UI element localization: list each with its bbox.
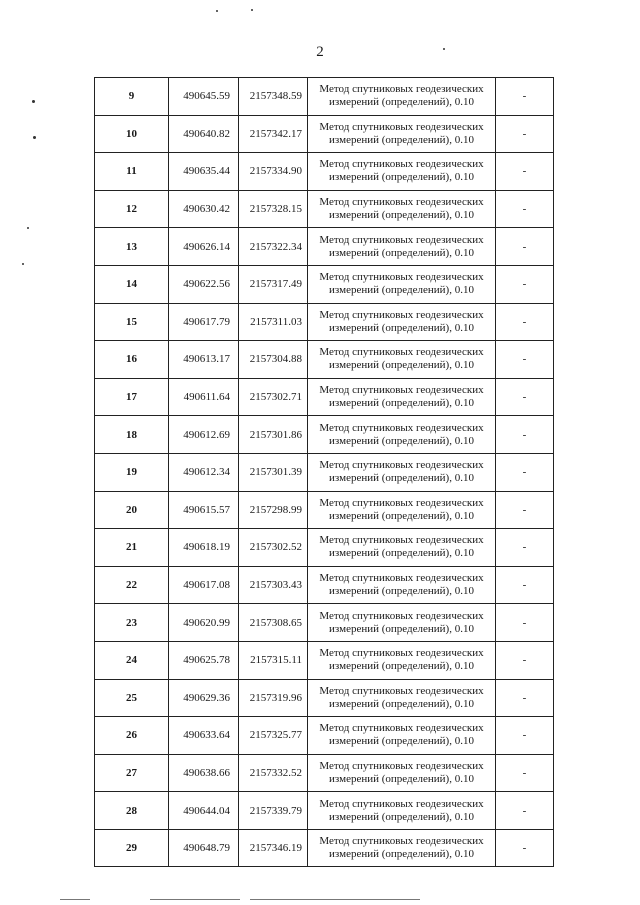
table-row (95, 641, 554, 679)
table-row (95, 228, 554, 266)
x-coordinate-cell: 490635.44 (169, 153, 239, 191)
x-coordinate-cell: 490645.59 (169, 78, 239, 116)
method-cell (308, 754, 496, 792)
y-coordinate-cell: 2157303.43 (239, 566, 308, 604)
method-text-line-2: измерений (определений), 0.10 (329, 509, 474, 522)
description-cell: - (496, 717, 554, 755)
point-number-cell: 10 (95, 115, 169, 153)
y-coordinate-cell: 2157304.88 (239, 341, 308, 379)
method-text-line-1: Метод спутниковых геодезических (319, 271, 484, 284)
point-number-cell: 29 (95, 829, 169, 867)
point-number-cell: 24 (95, 641, 169, 679)
table-row (95, 341, 554, 379)
coordinates-table-body (95, 78, 554, 867)
method-cell (308, 641, 496, 679)
x-coordinate-cell: 490640.82 (169, 115, 239, 153)
method-text-line-2: измерений (определений), 0.10 (329, 209, 474, 222)
x-coordinate-cell: 490611.64 (169, 378, 239, 416)
method-text-line-2: измерений (определений), 0.10 (329, 547, 474, 560)
method-text-line-2: измерений (определений), 0.10 (329, 397, 474, 410)
point-number-cell: 16 (95, 341, 169, 379)
description-cell: - (496, 115, 554, 153)
method-text-line-1: Метод спутниковых геодезических (319, 158, 484, 171)
scan-speck (251, 9, 253, 11)
y-coordinate-cell: 2157302.52 (239, 529, 308, 567)
method-text-line-2: измерений (определений), 0.10 (329, 246, 474, 259)
method-text-line-1: Метод спутниковых геодезических (319, 534, 484, 547)
method-text-line-2: измерений (определений), 0.10 (329, 434, 474, 447)
method-text-line-2: измерений (определений), 0.10 (329, 848, 474, 861)
table-row (95, 153, 554, 191)
scan-speck (216, 10, 218, 12)
y-coordinate-cell: 2157334.90 (239, 153, 308, 191)
description-cell: - (496, 754, 554, 792)
x-coordinate-cell: 490644.04 (169, 792, 239, 830)
table-row (95, 265, 554, 303)
y-coordinate-cell: 2157311.03 (239, 303, 308, 341)
x-coordinate-cell: 490633.64 (169, 717, 239, 755)
method-cell (308, 190, 496, 228)
description-cell: - (496, 453, 554, 491)
scan-speck (22, 263, 24, 265)
scan-speck (33, 136, 36, 139)
method-cell (308, 829, 496, 867)
method-cell (308, 228, 496, 266)
point-number-cell: 18 (95, 416, 169, 454)
method-text-line-1: Метод спутниковых геодезических (319, 233, 484, 246)
x-coordinate-cell: 490612.34 (169, 453, 239, 491)
point-number-cell: 26 (95, 717, 169, 755)
table-row (95, 679, 554, 717)
page-number: 2 (316, 44, 324, 60)
y-coordinate-cell: 2157328.15 (239, 190, 308, 228)
description-cell: - (496, 78, 554, 116)
point-number-cell: 13 (95, 228, 169, 266)
point-number-cell: 17 (95, 378, 169, 416)
method-text-line-1: Метод спутниковых геодезических (319, 496, 484, 509)
x-coordinate-cell: 490638.66 (169, 754, 239, 792)
description-cell: - (496, 566, 554, 604)
method-text-line-1: Метод спутниковых геодезических (319, 308, 484, 321)
description-cell: - (496, 265, 554, 303)
method-cell (308, 566, 496, 604)
point-number-cell: 11 (95, 153, 169, 191)
method-cell (308, 78, 496, 116)
point-number-cell: 15 (95, 303, 169, 341)
description-cell: - (496, 228, 554, 266)
method-cell (308, 153, 496, 191)
method-text-line-2: измерений (определений), 0.10 (329, 359, 474, 372)
y-coordinate-cell: 2157346.19 (239, 829, 308, 867)
method-cell (308, 792, 496, 830)
point-number-cell: 14 (95, 265, 169, 303)
x-coordinate-cell: 490613.17 (169, 341, 239, 379)
point-number-cell: 21 (95, 529, 169, 567)
x-coordinate-cell: 490625.78 (169, 641, 239, 679)
method-cell (308, 303, 496, 341)
method-text-line-1: Метод спутниковых геодезических (319, 572, 484, 585)
table-row (95, 566, 554, 604)
method-cell (308, 604, 496, 642)
x-coordinate-cell: 490617.08 (169, 566, 239, 604)
x-coordinate-cell: 490648.79 (169, 829, 239, 867)
x-coordinate-cell: 490618.19 (169, 529, 239, 567)
point-number-cell: 12 (95, 190, 169, 228)
table-row (95, 453, 554, 491)
point-number-cell: 22 (95, 566, 169, 604)
method-text-line-2: измерений (определений), 0.10 (329, 321, 474, 334)
point-number-cell: 19 (95, 453, 169, 491)
method-cell (308, 453, 496, 491)
table-row (95, 792, 554, 830)
point-number-cell: 9 (95, 78, 169, 116)
x-coordinate-cell: 490630.42 (169, 190, 239, 228)
method-text-line-1: Метод спутниковых геодезических (319, 835, 484, 848)
method-text-line-2: измерений (определений), 0.10 (329, 622, 474, 635)
table-row (95, 829, 554, 867)
method-text-line-1: Метод спутниковых геодезических (319, 459, 484, 472)
y-coordinate-cell: 2157302.71 (239, 378, 308, 416)
method-cell (308, 529, 496, 567)
coordinates-table (94, 77, 554, 867)
method-text-line-1: Метод спутниковых геодезических (319, 759, 484, 772)
method-text-line-1: Метод спутниковых геодезических (319, 647, 484, 660)
description-cell: - (496, 641, 554, 679)
method-text-line-1: Метод спутниковых геодезических (319, 797, 484, 810)
description-cell: - (496, 792, 554, 830)
method-text-line-2: измерений (определений), 0.10 (329, 284, 474, 297)
x-coordinate-cell: 490622.56 (169, 265, 239, 303)
method-text-line-1: Метод спутниковых геодезических (319, 609, 484, 622)
point-number-cell: 20 (95, 491, 169, 529)
footer-rule (150, 899, 240, 900)
method-text-line-1: Метод спутниковых геодезических (319, 196, 484, 209)
method-text-line-2: измерений (определений), 0.10 (329, 472, 474, 485)
x-coordinate-cell: 490629.36 (169, 679, 239, 717)
description-cell: - (496, 190, 554, 228)
method-text-line-1: Метод спутниковых геодезических (319, 120, 484, 133)
point-number-cell: 23 (95, 604, 169, 642)
method-cell (308, 378, 496, 416)
method-cell (308, 416, 496, 454)
point-number-cell: 28 (95, 792, 169, 830)
y-coordinate-cell: 2157348.59 (239, 78, 308, 116)
y-coordinate-cell: 2157301.86 (239, 416, 308, 454)
description-cell: - (496, 679, 554, 717)
y-coordinate-cell: 2157298.99 (239, 491, 308, 529)
method-text-line-1: Метод спутниковых геодезических (319, 421, 484, 434)
method-text-line-2: измерений (определений), 0.10 (329, 660, 474, 673)
x-coordinate-cell: 490615.57 (169, 491, 239, 529)
method-cell (308, 491, 496, 529)
description-cell: - (496, 341, 554, 379)
scan-speck (443, 48, 445, 50)
method-text-line-2: измерений (определений), 0.10 (329, 772, 474, 785)
method-text-line-1: Метод спутниковых геодезических (319, 346, 484, 359)
method-cell (308, 679, 496, 717)
table-row (95, 78, 554, 116)
description-cell: - (496, 416, 554, 454)
table-row (95, 717, 554, 755)
table-row (95, 491, 554, 529)
scan-speck (32, 100, 35, 103)
description-cell: - (496, 829, 554, 867)
y-coordinate-cell: 2157332.52 (239, 754, 308, 792)
method-text-line-2: измерений (определений), 0.10 (329, 697, 474, 710)
y-coordinate-cell: 2157319.96 (239, 679, 308, 717)
scan-speck (27, 227, 29, 229)
y-coordinate-cell: 2157308.65 (239, 604, 308, 642)
table-row (95, 529, 554, 567)
description-cell: - (496, 303, 554, 341)
y-coordinate-cell: 2157339.79 (239, 792, 308, 830)
method-text-line-2: измерений (определений), 0.10 (329, 96, 474, 109)
method-text-line-2: измерений (определений), 0.10 (329, 585, 474, 598)
y-coordinate-cell: 2157325.77 (239, 717, 308, 755)
table-row (95, 115, 554, 153)
method-text-line-2: измерений (определений), 0.10 (329, 171, 474, 184)
method-cell (308, 717, 496, 755)
method-cell (308, 341, 496, 379)
method-text-line-1: Метод спутниковых геодезических (319, 384, 484, 397)
y-coordinate-cell: 2157317.49 (239, 265, 308, 303)
table-row (95, 190, 554, 228)
point-number-cell: 25 (95, 679, 169, 717)
y-coordinate-cell: 2157315.11 (239, 641, 308, 679)
method-text-line-2: измерений (определений), 0.10 (329, 133, 474, 146)
footer-rule (250, 899, 420, 900)
description-cell: - (496, 153, 554, 191)
description-cell: - (496, 604, 554, 642)
method-text-line-1: Метод спутниковых геодезических (319, 684, 484, 697)
description-cell: - (496, 378, 554, 416)
x-coordinate-cell: 490620.99 (169, 604, 239, 642)
x-coordinate-cell: 490612.69 (169, 416, 239, 454)
method-text-line-1: Метод спутниковых геодезических (319, 722, 484, 735)
method-text-line-1: Метод спутниковых геодезических (319, 83, 484, 96)
description-cell: - (496, 491, 554, 529)
y-coordinate-cell: 2157322.34 (239, 228, 308, 266)
y-coordinate-cell: 2157342.17 (239, 115, 308, 153)
description-cell: - (496, 529, 554, 567)
table-row (95, 378, 554, 416)
table-row (95, 416, 554, 454)
x-coordinate-cell: 490626.14 (169, 228, 239, 266)
method-text-line-2: измерений (определений), 0.10 (329, 810, 474, 823)
method-text-line-2: измерений (определений), 0.10 (329, 735, 474, 748)
point-number-cell: 27 (95, 754, 169, 792)
table-row (95, 604, 554, 642)
table-row (95, 754, 554, 792)
method-cell (308, 115, 496, 153)
table-row (95, 303, 554, 341)
method-cell (308, 265, 496, 303)
footer-rule (60, 899, 90, 900)
x-coordinate-cell: 490617.79 (169, 303, 239, 341)
y-coordinate-cell: 2157301.39 (239, 453, 308, 491)
